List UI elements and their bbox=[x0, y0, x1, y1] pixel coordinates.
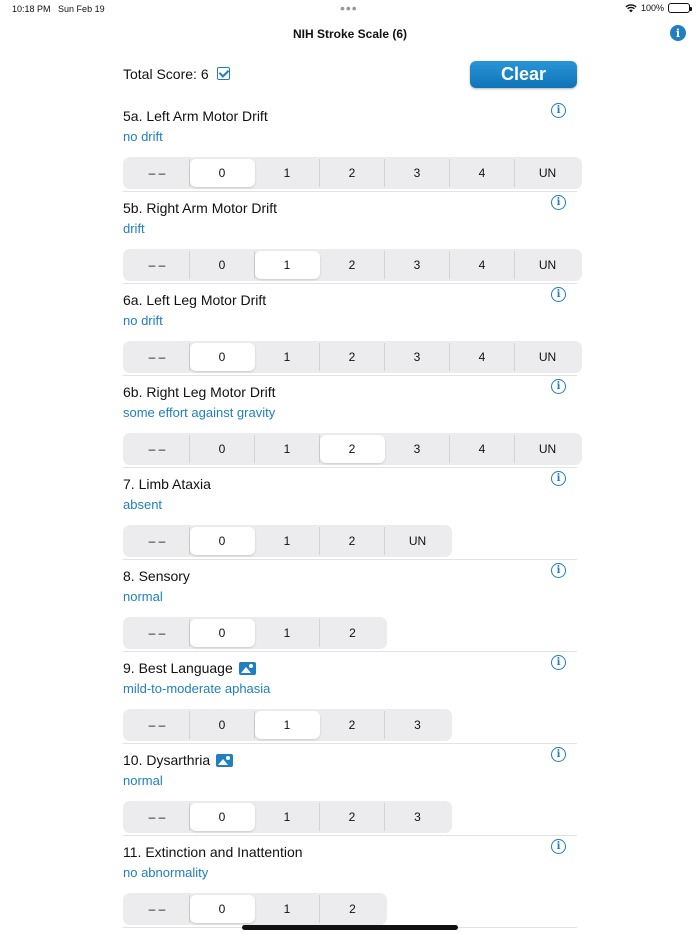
score-option[interactable]: – – bbox=[125, 251, 190, 279]
score-option[interactable]: 1 bbox=[255, 435, 320, 463]
score-option[interactable]: 0 bbox=[190, 895, 255, 923]
score-option[interactable]: UN bbox=[408, 534, 427, 548]
score-segmented-control bbox=[123, 157, 582, 189]
score-option[interactable]: 0 bbox=[190, 159, 255, 187]
info-icon[interactable]: i bbox=[551, 563, 566, 578]
score-option[interactable]: 1 bbox=[255, 343, 320, 371]
score-option[interactable]: 4 bbox=[450, 251, 515, 279]
scale-item bbox=[123, 468, 577, 560]
item-title-text: 6a. Left Leg Motor Drift bbox=[123, 292, 267, 308]
score-segmented-control bbox=[123, 617, 387, 649]
item-title bbox=[123, 568, 190, 584]
scale-item bbox=[123, 192, 577, 284]
score-option[interactable]: UN bbox=[538, 258, 557, 272]
item-value: absent bbox=[123, 497, 163, 512]
score-option[interactable]: 3 bbox=[414, 810, 421, 824]
item-title-text: 7. Limb Ataxia bbox=[123, 476, 211, 492]
item-title-text: 11. Extinction and Inattention bbox=[123, 844, 303, 860]
score-segmented-control bbox=[123, 709, 452, 741]
score-option[interactable]: 1 bbox=[255, 803, 320, 831]
score-option[interactable]: 1 bbox=[255, 527, 320, 555]
item-value: some effort against gravity bbox=[123, 405, 276, 420]
score-option[interactable]: 0 bbox=[190, 251, 255, 279]
score-option[interactable]: – – bbox=[125, 527, 190, 555]
score-option[interactable]: 0 bbox=[190, 435, 255, 463]
info-icon[interactable]: i bbox=[551, 287, 566, 302]
score-option[interactable]: 2 bbox=[320, 711, 385, 739]
info-icon[interactable]: i bbox=[670, 25, 686, 41]
item-title-text: 8. Sensory bbox=[123, 568, 190, 584]
score-option[interactable]: 4 bbox=[450, 435, 515, 463]
scale-item bbox=[123, 284, 577, 376]
score-option[interactable]: 2 bbox=[320, 251, 385, 279]
item-title bbox=[123, 844, 303, 860]
total-score-label: Total Score: 6 bbox=[123, 66, 209, 82]
scale-item bbox=[123, 652, 577, 744]
item-title bbox=[123, 108, 268, 124]
score-option[interactable]: 2 bbox=[320, 435, 385, 463]
multitasking-dots-icon[interactable]: ••• bbox=[340, 0, 358, 16]
image-icon[interactable] bbox=[216, 754, 233, 767]
score-option[interactable]: 0 bbox=[190, 343, 255, 371]
scale-item bbox=[123, 560, 577, 652]
item-title bbox=[123, 752, 233, 768]
score-option[interactable]: 2 bbox=[320, 803, 385, 831]
score-option[interactable]: 3 bbox=[414, 718, 421, 732]
score-option[interactable]: UN bbox=[538, 350, 557, 364]
total-score bbox=[123, 66, 230, 82]
item-value: drift bbox=[123, 221, 145, 236]
score-option[interactable]: 0 bbox=[190, 527, 255, 555]
item-title bbox=[123, 200, 277, 216]
score-option[interactable]: 3 bbox=[385, 159, 450, 187]
scale-form bbox=[123, 60, 577, 928]
score-option[interactable]: 2 bbox=[349, 626, 356, 640]
item-title bbox=[123, 292, 266, 308]
wifi-icon bbox=[625, 4, 637, 13]
score-segmented-control bbox=[123, 801, 452, 833]
score-option[interactable]: – – bbox=[125, 711, 190, 739]
info-icon[interactable]: i bbox=[551, 103, 566, 118]
score-segmented-control bbox=[123, 341, 582, 373]
item-title-text: 5a. Left Arm Motor Drift bbox=[123, 108, 268, 124]
item-title-text: 6b. Right Leg Motor Drift bbox=[123, 384, 276, 400]
info-icon[interactable]: i bbox=[551, 471, 566, 486]
score-option[interactable]: UN bbox=[538, 442, 557, 456]
score-option[interactable]: 4 bbox=[450, 343, 515, 371]
info-icon[interactable]: i bbox=[551, 195, 566, 210]
score-option[interactable]: – – bbox=[125, 803, 190, 831]
score-option[interactable]: 1 bbox=[255, 159, 320, 187]
score-option[interactable]: 1 bbox=[255, 895, 320, 923]
score-option[interactable]: 1 bbox=[255, 251, 320, 279]
score-option[interactable]: 2 bbox=[320, 343, 385, 371]
status-bar bbox=[0, 0, 700, 20]
score-option[interactable]: – – bbox=[125, 619, 190, 647]
battery-percent: 100% bbox=[640, 3, 664, 13]
clear-button[interactable]: Clear bbox=[470, 61, 577, 88]
score-option[interactable]: – – bbox=[125, 343, 190, 371]
item-title bbox=[123, 660, 256, 676]
score-option[interactable]: 0 bbox=[190, 619, 255, 647]
score-option[interactable]: 2 bbox=[349, 902, 356, 916]
home-indicator[interactable] bbox=[242, 925, 458, 930]
scale-item bbox=[123, 744, 577, 836]
score-option[interactable]: 2 bbox=[320, 527, 385, 555]
info-icon[interactable]: i bbox=[551, 747, 566, 762]
item-title-text: 9. Best Language bbox=[123, 660, 233, 676]
score-option[interactable]: UN bbox=[538, 166, 557, 180]
checkbox-icon[interactable] bbox=[217, 67, 230, 80]
score-option[interactable]: 0 bbox=[190, 711, 255, 739]
info-icon[interactable]: i bbox=[551, 839, 566, 854]
score-option[interactable]: 1 bbox=[255, 619, 320, 647]
score-segmented-control bbox=[123, 525, 452, 557]
scale-item bbox=[123, 836, 577, 928]
score-option[interactable]: – – bbox=[125, 895, 190, 923]
page-title: NIH Stroke Scale (6) bbox=[292, 27, 408, 41]
total-score-row bbox=[123, 60, 577, 100]
score-option[interactable]: 0 bbox=[190, 803, 255, 831]
item-title bbox=[123, 476, 211, 492]
status-time: 10:18 PM Sun Feb 19 bbox=[12, 4, 105, 14]
items-list bbox=[123, 100, 577, 928]
score-option[interactable]: 2 bbox=[320, 159, 385, 187]
score-option[interactable]: 3 bbox=[385, 251, 450, 279]
item-value: mild-to-moderate aphasia bbox=[123, 681, 271, 696]
item-title bbox=[123, 384, 276, 400]
item-value: normal bbox=[123, 589, 163, 604]
item-value: no drift bbox=[123, 129, 163, 144]
item-value: no abnormality bbox=[123, 865, 209, 880]
score-segmented-control bbox=[123, 249, 582, 281]
score-option[interactable]: 3 bbox=[385, 343, 450, 371]
item-value: normal bbox=[123, 773, 163, 788]
item-value: no drift bbox=[123, 313, 163, 328]
score-segmented-control bbox=[123, 433, 582, 465]
scale-item bbox=[123, 376, 577, 468]
image-icon[interactable] bbox=[239, 662, 256, 675]
item-title-text: 10. Dysarthria bbox=[123, 752, 211, 768]
score-option[interactable]: 4 bbox=[450, 159, 515, 187]
navigation-bar bbox=[0, 22, 700, 48]
info-icon[interactable]: i bbox=[551, 655, 566, 670]
score-option[interactable]: 3 bbox=[385, 435, 450, 463]
item-title-text: 5b. Right Arm Motor Drift bbox=[123, 200, 278, 216]
score-option[interactable]: 1 bbox=[255, 711, 320, 739]
score-segmented-control bbox=[123, 893, 387, 925]
score-option[interactable]: – – bbox=[125, 159, 190, 187]
scale-item bbox=[123, 100, 577, 192]
battery-icon bbox=[668, 3, 690, 13]
score-option[interactable]: – – bbox=[125, 435, 190, 463]
info-icon[interactable]: i bbox=[551, 379, 566, 394]
